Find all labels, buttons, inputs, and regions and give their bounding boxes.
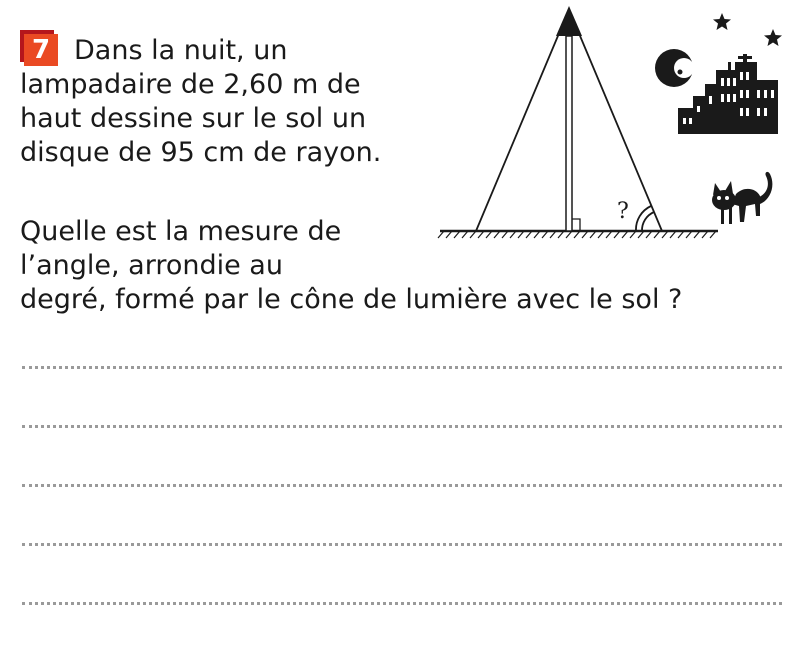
unknown-angle-label: ?	[617, 199, 629, 224]
question-line: degré, formé par le cône de lumière avec le sol ?	[20, 284, 683, 315]
star-icon	[713, 13, 731, 30]
cat-icon	[712, 172, 772, 224]
problem-statement: Dans la nuit, un lampadaire de 2,60 m de haut dessine sur le sol un disque de 95 cm de rayon.	[20, 35, 382, 168]
answer-line[interactable]	[22, 543, 782, 546]
exercise-number: 7	[24, 34, 58, 66]
question-line: Quelle est la mesure de	[20, 216, 342, 247]
answer-line[interactable]	[22, 366, 782, 369]
ground	[438, 231, 718, 238]
question-line: l’angle, arrondie au	[20, 250, 283, 281]
star-icon	[764, 29, 782, 46]
answer-line[interactable]	[22, 602, 782, 605]
lamp-post	[556, 6, 582, 231]
moon-icon	[655, 49, 694, 87]
answer-line[interactable]	[22, 425, 782, 428]
lamp-illustration	[430, 0, 803, 265]
answer-line[interactable]	[22, 484, 782, 487]
angle-marker	[636, 206, 654, 231]
